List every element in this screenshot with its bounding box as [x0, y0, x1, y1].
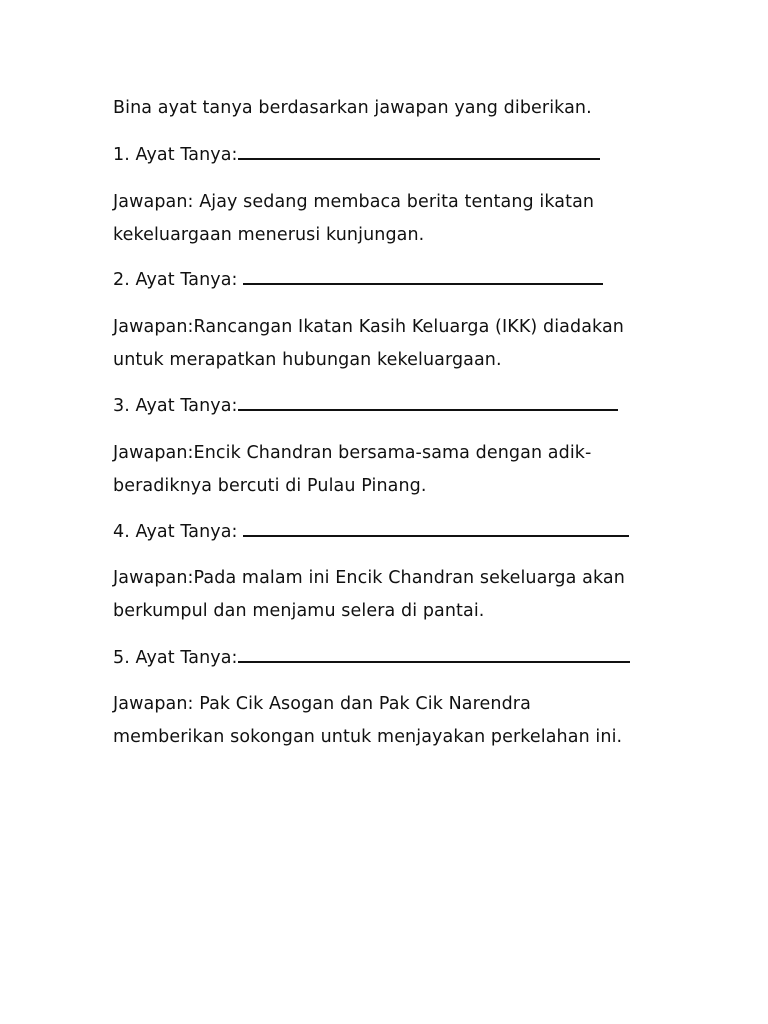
- question-5: [113, 641, 630, 675]
- answer-1-line-1: Jawapan: Ajay sedang membaca berita tentang ikatan: [113, 192, 595, 212]
- question-3-prompt: 3. Ayat Tanya:: [113, 396, 238, 416]
- answer-3-line-1: Jawapan:Encik Chandran bersama-sama dengan adik-: [113, 443, 592, 463]
- question-1-prompt: 1. Ayat Tanya:: [113, 145, 238, 165]
- answer-5-line-1: Jawapan: Pak Cik Asogan dan Pak Cik Narendra: [113, 694, 531, 714]
- answer-4-line-1: Jawapan:Pada malam ini Encik Chandran sekeluarga akan: [113, 568, 625, 588]
- answer-5-line-2: memberikan sokongan untuk menjayakan perkelahan ini.: [113, 727, 623, 747]
- question-2: [113, 263, 603, 297]
- answer-2-line-1: Jawapan:Rancangan Ikatan Kasih Keluarga (IKK) diadakan: [113, 317, 624, 337]
- question-1-answer-blank[interactable]: [238, 140, 600, 160]
- question-2-answer-blank[interactable]: [243, 265, 603, 285]
- question-4-prompt: 4. Ayat Tanya:: [113, 522, 244, 542]
- question-1: [113, 138, 600, 172]
- question-5-answer-blank[interactable]: [238, 643, 630, 663]
- question-5-prompt: 5. Ayat Tanya:: [113, 648, 238, 668]
- question-3: [113, 389, 618, 423]
- answer-2-line-2: untuk merapatkan hubungan kekeluargaan.: [113, 350, 502, 370]
- answer-1-line-2: kekeluargaan menerusi kunjungan.: [113, 225, 425, 245]
- answer-4-line-2: berkumpul dan menjamu selera di pantai.: [113, 601, 485, 621]
- answer-3-line-2: beradiknya bercuti di Pulau Pinang.: [113, 476, 427, 496]
- question-4: [113, 515, 629, 549]
- question-3-answer-blank[interactable]: [238, 391, 618, 411]
- instruction-text: Bina ayat tanya berdasarkan jawapan yang diberikan.: [113, 98, 592, 118]
- question-2-prompt: 2. Ayat Tanya:: [113, 270, 244, 290]
- question-4-answer-blank[interactable]: [243, 517, 629, 537]
